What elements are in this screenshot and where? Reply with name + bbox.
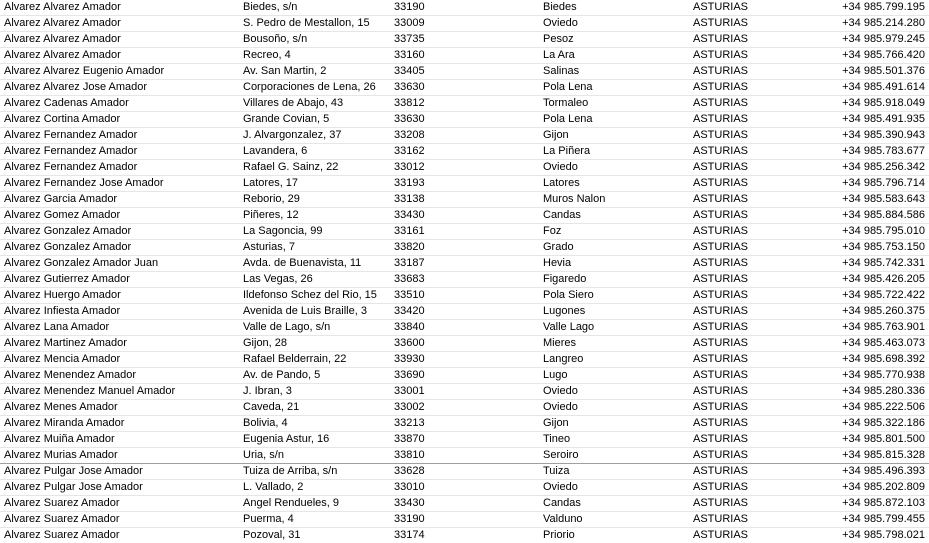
table-row[interactable]	[0, 448, 929, 464]
phone-cell: +34 985.214.280	[842, 17, 925, 29]
table-row[interactable]	[0, 144, 929, 160]
phone-cell: +34 985.799.455	[842, 513, 925, 525]
address-cell: Av. de Pando, 5	[243, 369, 321, 381]
postal-code-cell: 33002	[394, 401, 425, 413]
phone-cell: +34 985.501.376	[842, 65, 925, 77]
city-cell: La Ara	[543, 49, 575, 61]
name-cell: Alvarez Suarez Amador	[4, 513, 120, 525]
province-cell: ASTURIAS	[693, 449, 749, 461]
table-row[interactable]	[0, 224, 929, 240]
name-cell: Alvarez Alvarez Amador	[4, 49, 121, 61]
table-row[interactable]	[0, 32, 929, 48]
table-row[interactable]	[0, 352, 929, 368]
phone-cell: +34 985.801.500	[842, 433, 925, 445]
phone-cell: +34 985.491.935	[842, 113, 925, 125]
city-cell: Muros Nalon	[543, 193, 606, 205]
name-cell: Alvarez Cadenas Amador	[4, 97, 129, 109]
province-cell: ASTURIAS	[693, 433, 749, 445]
phone-cell: +34 985.256.342	[842, 161, 925, 173]
province-cell: ASTURIAS	[693, 401, 749, 413]
address-cell: J. Alvargonzalez, 37	[243, 129, 342, 141]
address-cell: Bolivia, 4	[243, 417, 288, 429]
table-row[interactable]	[0, 384, 929, 400]
city-cell: Candas	[543, 209, 581, 221]
name-cell: Alvarez Infiesta Amador	[4, 305, 121, 317]
address-cell: Puerma, 4	[243, 513, 294, 525]
name-cell: Alvarez Pulgar Jose Amador	[4, 481, 143, 493]
address-cell: Eugenia Astur, 16	[243, 433, 330, 445]
postal-code-cell: 33009	[394, 17, 425, 29]
province-cell: ASTURIAS	[693, 65, 749, 77]
postal-code-cell: 33010	[394, 481, 425, 493]
table-row[interactable]	[0, 464, 929, 480]
province-cell: ASTURIAS	[693, 289, 749, 301]
city-cell: Oviedo	[543, 401, 578, 413]
postal-code-cell: 33600	[394, 337, 425, 349]
table-row[interactable]	[0, 256, 929, 272]
address-cell: Avda. de Buenavista, 11	[243, 257, 362, 269]
city-cell: Mieres	[543, 337, 577, 349]
city-cell: Lugones	[543, 305, 586, 317]
table-row[interactable]	[0, 304, 929, 320]
city-cell: Oviedo	[543, 385, 578, 397]
address-cell: Ildefonso Schez del Rio, 15	[243, 289, 377, 301]
name-cell: Alvarez Suarez Amador	[4, 529, 120, 541]
name-cell: Alvarez Menendez Amador	[4, 369, 137, 381]
city-cell: Priorio	[543, 529, 575, 541]
phone-cell: +34 985.795.010	[842, 225, 925, 237]
phone-cell: +34 985.496.393	[842, 465, 925, 477]
phone-cell: +34 985.390.943	[842, 129, 925, 141]
postal-code-cell: 33430	[394, 497, 425, 509]
postal-code-cell: 33160	[394, 49, 425, 61]
province-cell: ASTURIAS	[693, 481, 749, 493]
province-cell: ASTURIAS	[693, 241, 749, 253]
province-cell: ASTURIAS	[693, 1, 749, 13]
phone-cell: +34 985.872.103	[842, 497, 925, 509]
table-row[interactable]	[0, 128, 929, 144]
table-row[interactable]	[0, 432, 929, 448]
address-cell: Angel Rendueles, 9	[243, 497, 340, 509]
address-cell: Rafael Belderrain, 22	[243, 353, 347, 365]
province-cell: ASTURIAS	[693, 513, 749, 525]
name-cell: Alvarez Suarez Amador	[4, 497, 120, 509]
phone-cell: +34 985.770.938	[842, 369, 925, 381]
phone-cell: +34 985.426.205	[842, 273, 925, 285]
table-row[interactable]	[0, 480, 929, 496]
phone-cell: +34 985.463.073	[842, 337, 925, 349]
postal-code-cell: 33208	[394, 129, 425, 141]
province-cell: ASTURIAS	[693, 273, 749, 285]
address-cell: Tuiza de Arriba, s/n	[243, 465, 338, 477]
address-cell: J. Ibran, 3	[243, 385, 292, 397]
postal-code-cell: 33870	[394, 433, 425, 445]
city-cell: Seroiro	[543, 449, 579, 461]
province-cell: ASTURIAS	[693, 337, 749, 349]
phone-cell: +34 985.698.392	[842, 353, 925, 365]
table-row[interactable]	[0, 176, 929, 192]
postal-code-cell: 33174	[394, 529, 425, 541]
table-row[interactable]	[0, 208, 929, 224]
phone-cell: +34 985.766.420	[842, 49, 925, 61]
postal-code-cell: 33187	[394, 257, 425, 269]
city-cell: Tuiza	[543, 465, 570, 477]
name-cell: Alvarez Garcia Amador	[4, 193, 118, 205]
city-cell: Valduno	[543, 513, 583, 525]
table-row[interactable]	[0, 496, 929, 512]
table-row[interactable]	[0, 48, 929, 64]
postal-code-cell: 33190	[394, 513, 425, 525]
name-cell: Alvarez Gonzalez Amador	[4, 241, 132, 253]
phone-cell: +34 985.798.021	[842, 529, 925, 541]
postal-code-cell: 33930	[394, 353, 425, 365]
city-cell: Pola Siero	[543, 289, 594, 301]
table-row[interactable]	[0, 368, 929, 384]
city-cell: Foz	[543, 225, 562, 237]
phone-cell: +34 985.763.901	[842, 321, 925, 333]
phone-cell: +34 985.815.328	[842, 449, 925, 461]
table-row[interactable]	[0, 400, 929, 416]
table-row[interactable]	[0, 64, 929, 80]
city-cell: Langreo	[543, 353, 584, 365]
phone-cell: +34 985.783.677	[842, 145, 925, 157]
city-cell: Candas	[543, 497, 581, 509]
name-cell: Alvarez Alvarez Amador	[4, 1, 121, 13]
city-cell: Pola Lena	[543, 81, 593, 93]
province-cell: ASTURIAS	[693, 321, 749, 333]
postal-code-cell: 33420	[394, 305, 425, 317]
name-cell: Alvarez Miranda Amador	[4, 417, 125, 429]
province-cell: ASTURIAS	[693, 385, 749, 397]
city-cell: Tormaleo	[543, 97, 589, 109]
postal-code-cell: 33012	[394, 161, 425, 173]
phone-cell: +34 985.202.809	[842, 481, 925, 493]
address-cell: Avenida de Luis Braille, 3	[243, 305, 367, 317]
table-row[interactable]	[0, 272, 929, 288]
table-row[interactable]	[0, 416, 929, 432]
address-cell: Recreo, 4	[243, 49, 291, 61]
phone-cell: +34 985.918.049	[842, 97, 925, 109]
city-cell: Pesoz	[543, 33, 574, 45]
province-cell: ASTURIAS	[693, 209, 749, 221]
name-cell: Alvarez Murias Amador	[4, 449, 118, 461]
province-cell: ASTURIAS	[693, 257, 749, 269]
province-cell: ASTURIAS	[693, 305, 749, 317]
name-cell: Alvarez Muiña Amador	[4, 433, 115, 445]
table-row[interactable]	[0, 240, 929, 256]
address-cell: Valle de Lago, s/n	[243, 321, 331, 333]
name-cell: Alvarez Gutierrez Amador	[4, 273, 130, 285]
city-cell: Biedes	[543, 1, 577, 13]
name-cell: Alvarez Alvarez Jose Amador	[4, 81, 148, 93]
province-cell: ASTURIAS	[693, 417, 749, 429]
city-cell: Lugo	[543, 369, 568, 381]
address-cell: Asturias, 7	[243, 241, 295, 253]
phone-cell: +34 985.796.714	[842, 177, 925, 189]
name-cell: Alvarez Pulgar Jose Amador	[4, 465, 143, 477]
province-cell: ASTURIAS	[693, 129, 749, 141]
postal-code-cell: 33820	[394, 241, 425, 253]
address-cell: L. Vallado, 2	[243, 481, 304, 493]
province-cell: ASTURIAS	[693, 33, 749, 45]
province-cell: ASTURIAS	[693, 465, 749, 477]
city-cell: Pola Lena	[543, 113, 593, 125]
table-row[interactable]	[0, 0, 929, 16]
name-cell: Alvarez Fernandez Amador	[4, 161, 138, 173]
name-cell: Alvarez Lana Amador	[4, 321, 110, 333]
table-row[interactable]	[0, 336, 929, 352]
postal-code-cell: 33628	[394, 465, 425, 477]
name-cell: Alvarez Alvarez Eugenio Amador	[4, 65, 165, 77]
name-cell: Alvarez Gonzalez Amador Juan	[4, 257, 159, 269]
postal-code-cell: 33630	[394, 81, 425, 93]
name-cell: Alvarez Menendez Manuel Amador	[4, 385, 176, 397]
postal-code-cell: 33162	[394, 145, 425, 157]
postal-code-cell: 33430	[394, 209, 425, 221]
phone-cell: +34 985.753.150	[842, 241, 925, 253]
phone-cell: +34 985.222.506	[842, 401, 925, 413]
city-cell: Oviedo	[543, 161, 578, 173]
address-cell: Latores, 17	[243, 177, 299, 189]
postal-code-cell: 33193	[394, 177, 425, 189]
name-cell: Alvarez Fernandez Amador	[4, 145, 138, 157]
table-row[interactable]	[0, 16, 929, 32]
table-row[interactable]	[0, 320, 929, 336]
province-cell: ASTURIAS	[693, 49, 749, 61]
city-cell: Oviedo	[543, 17, 578, 29]
province-cell: ASTURIAS	[693, 113, 749, 125]
province-cell: ASTURIAS	[693, 177, 749, 189]
address-cell: Reborio, 29	[243, 193, 300, 205]
name-cell: Alvarez Mencia Amador	[4, 353, 121, 365]
city-cell: Latores	[543, 177, 580, 189]
postal-code-cell: 33690	[394, 369, 425, 381]
postal-code-cell: 33735	[394, 33, 425, 45]
city-cell: Tineo	[543, 433, 571, 445]
postal-code-cell: 33405	[394, 65, 425, 77]
phone-cell: +34 985.722.422	[842, 289, 925, 301]
city-cell: La Piñera	[543, 145, 591, 157]
postal-code-cell: 33213	[394, 417, 425, 429]
phone-cell: +34 985.979.245	[842, 33, 925, 45]
address-cell: Uria, s/n	[243, 449, 284, 461]
address-cell: Villares de Abajo, 43	[243, 97, 344, 109]
phone-cell: +34 985.260.375	[842, 305, 925, 317]
postal-code-cell: 33001	[394, 385, 425, 397]
province-cell: ASTURIAS	[693, 81, 749, 93]
table-row[interactable]	[0, 160, 929, 176]
table-row[interactable]	[0, 528, 929, 543]
city-cell: Gijon	[543, 417, 569, 429]
province-cell: ASTURIAS	[693, 225, 749, 237]
postal-code-cell: 33510	[394, 289, 425, 301]
city-cell: Gijon	[543, 129, 569, 141]
address-cell: Av. San Martin, 2	[243, 65, 327, 77]
province-cell: ASTURIAS	[693, 17, 749, 29]
table-row[interactable]	[0, 512, 929, 528]
table-row[interactable]	[0, 288, 929, 304]
table-row[interactable]	[0, 80, 929, 96]
postal-code-cell: 33683	[394, 273, 425, 285]
address-cell: Grande Covian, 5	[243, 113, 330, 125]
postal-code-cell: 33138	[394, 193, 425, 205]
name-cell: Alvarez Gonzalez Amador	[4, 225, 132, 237]
postal-code-cell: 33840	[394, 321, 425, 333]
address-cell: Rafael G. Sainz, 22	[243, 161, 339, 173]
address-cell: Corporaciones de Lena, 26	[243, 81, 376, 93]
address-cell: Caveda, 21	[243, 401, 300, 413]
table-row[interactable]	[0, 112, 929, 128]
postal-code-cell: 33630	[394, 113, 425, 125]
name-cell: Alvarez Alvarez Amador	[4, 33, 121, 45]
address-cell: Lavandera, 6	[243, 145, 308, 157]
address-cell: La Sagoncia, 99	[243, 225, 323, 237]
address-cell: S. Pedro de Mestallon, 15	[243, 17, 370, 29]
name-cell: Alvarez Huergo Amador	[4, 289, 121, 301]
city-cell: Oviedo	[543, 481, 578, 493]
city-cell: Valle Lago	[543, 321, 595, 333]
name-cell: Alvarez Menes Amador	[4, 401, 118, 413]
city-cell: Hevia	[543, 257, 572, 269]
name-cell: Alvarez Alvarez Amador	[4, 17, 121, 29]
city-cell: Figaredo	[543, 273, 587, 285]
name-cell: Alvarez Gomez Amador	[4, 209, 121, 221]
table-row[interactable]	[0, 192, 929, 208]
address-cell: Pozoval, 31	[243, 529, 301, 541]
phone-cell: +34 985.799.195	[842, 1, 925, 13]
address-cell: Gijon, 28	[243, 337, 288, 349]
table-row[interactable]	[0, 96, 929, 112]
name-cell: Alvarez Martinez Amador	[4, 337, 127, 349]
province-cell: ASTURIAS	[693, 369, 749, 381]
province-cell: ASTURIAS	[693, 353, 749, 365]
name-cell: Alvarez Fernandez Jose Amador	[4, 177, 164, 189]
province-cell: ASTURIAS	[693, 529, 749, 541]
province-cell: ASTURIAS	[693, 497, 749, 509]
address-cell: Biedes, s/n	[243, 1, 298, 13]
phone-cell: +34 985.491.614	[842, 81, 925, 93]
phone-cell: +34 985.742.331	[842, 257, 925, 269]
province-cell: ASTURIAS	[693, 145, 749, 157]
province-cell: ASTURIAS	[693, 161, 749, 173]
phone-cell: +34 985.280.336	[842, 385, 925, 397]
phone-cell: +34 985.322.186	[842, 417, 925, 429]
address-cell: Piñeres, 12	[243, 209, 299, 221]
address-cell: Las Vegas, 26	[243, 273, 313, 285]
name-cell: Alvarez Cortina Amador	[4, 113, 121, 125]
postal-code-cell: 33190	[394, 1, 425, 13]
name-cell: Alvarez Fernandez Amador	[4, 129, 138, 141]
city-cell: Salinas	[543, 65, 580, 77]
phone-cell: +34 985.884.586	[842, 209, 925, 221]
phone-cell: +34 985.583.643	[842, 193, 925, 205]
province-cell: ASTURIAS	[693, 97, 749, 109]
postal-code-cell: 33812	[394, 97, 425, 109]
province-cell: ASTURIAS	[693, 193, 749, 205]
city-cell: Grado	[543, 241, 574, 253]
postal-code-cell: 33161	[394, 225, 425, 237]
address-cell: Bousoño, s/n	[243, 33, 308, 45]
postal-code-cell: 33810	[394, 449, 425, 461]
